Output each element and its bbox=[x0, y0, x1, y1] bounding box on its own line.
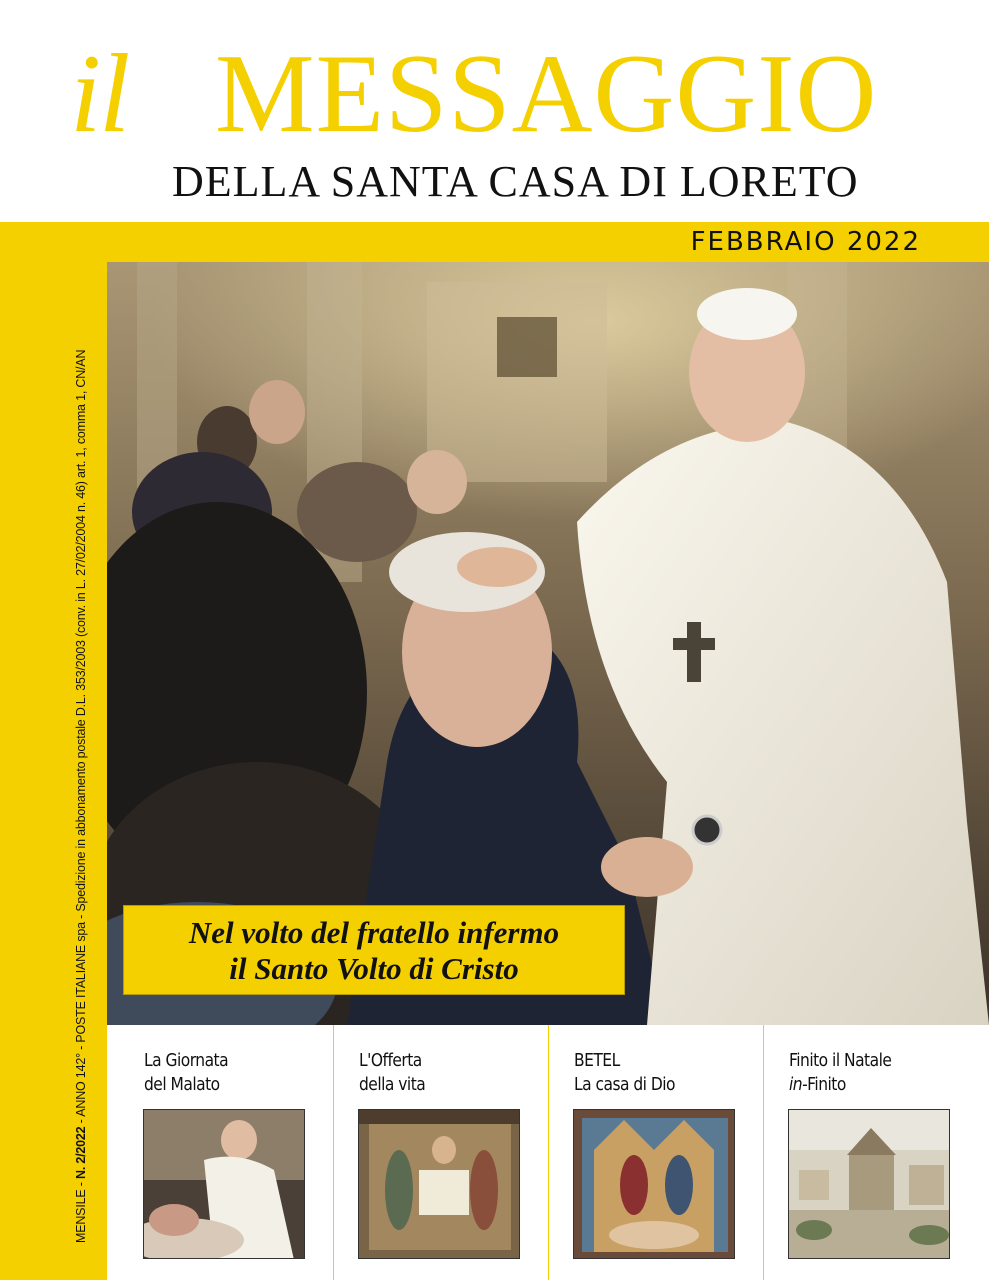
date-strip bbox=[0, 222, 989, 262]
article-title bbox=[144, 1049, 299, 1097]
title-prefix: il bbox=[70, 32, 129, 156]
cover-headline bbox=[123, 905, 625, 995]
masthead bbox=[0, 0, 989, 222]
article-title-line2: della vita bbox=[359, 1074, 426, 1095]
pope-blessing-thumbnail bbox=[143, 1109, 305, 1259]
article-title-rest: -Finito bbox=[802, 1074, 846, 1095]
article-teasers bbox=[107, 1025, 989, 1280]
article-title bbox=[574, 1049, 729, 1097]
article-title bbox=[789, 1049, 944, 1097]
spine-rest: - ANNO 142° - POSTE ITALIANE spa - Spedizione in abbonamento postale D.L. 353/2003 (conv. in L. 27/02/2004 n. 46) art. 1, comma 1, CN/AN bbox=[74, 349, 88, 1127]
article-title-line2 bbox=[789, 1073, 944, 1097]
article-title bbox=[359, 1049, 514, 1097]
cover-headline-line1: Nel volto del fratello infermo bbox=[188, 915, 560, 950]
altar-panel-thumbnail bbox=[573, 1109, 735, 1259]
magazine-subtitle: DELLA SANTA CASA DI LORETO bbox=[172, 157, 859, 206]
spine-issue-number: N. 2/2022 bbox=[74, 1126, 88, 1179]
magazine-title: MESSAGGIO bbox=[215, 32, 878, 156]
cover-headline-line2: il Santo Volto di Cristo bbox=[229, 951, 519, 986]
article-title-line2: La casa di Dio bbox=[574, 1074, 676, 1095]
article-betel[interactable] bbox=[537, 1025, 752, 1280]
article-title-line1: BETEL bbox=[574, 1050, 620, 1071]
spine-text bbox=[74, 263, 94, 1243]
article-title-line1: Finito il Natale bbox=[789, 1050, 892, 1071]
article-natale-infinito[interactable] bbox=[752, 1025, 967, 1280]
article-giornata-malato[interactable] bbox=[107, 1025, 322, 1280]
article-title-line1: La Giornata bbox=[144, 1050, 229, 1071]
article-title-emphasis: in bbox=[789, 1074, 803, 1095]
article-title-line1: L'Offerta bbox=[359, 1050, 422, 1071]
issue-date: FEBBRAIO 2022 bbox=[690, 227, 921, 257]
article-title-line2: del Malato bbox=[144, 1074, 220, 1095]
article-offerta-vita[interactable] bbox=[322, 1025, 537, 1280]
spine-prefix: MENSILE - bbox=[74, 1179, 88, 1243]
city-basilica-thumbnail bbox=[788, 1109, 950, 1259]
fresco-painting-thumbnail bbox=[358, 1109, 520, 1259]
